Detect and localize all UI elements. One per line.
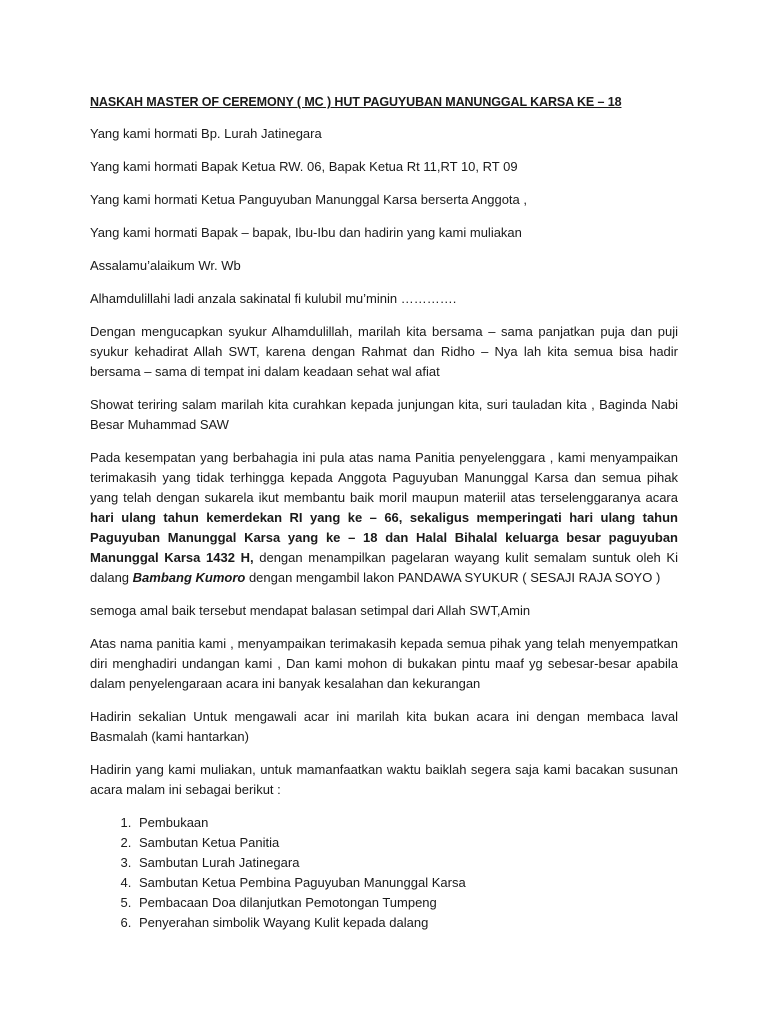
document-title: NASKAH MASTER OF CEREMONY ( MC ) HUT PAGUYUBAN MANUNGGAL KARSA KE – 18 — [90, 95, 622, 109]
atas-nama-paragraph: Atas nama panitia kami , menyampaikan terimakasih kepada semua pihak yang telah menyempatkan diri menghadiri undangan kami , Dan kami mohon di bukakan pintu maaf yg sebesar-besar apabila dalam penyelengaraan acara ini banyak kesalahan dan kekurangan — [90, 636, 678, 691]
agenda-item: 5. Pembacaan Doa dilanjutkan Pemotongan Tumpeng — [135, 893, 678, 913]
greeting-ketua-paguyuban: Yang kami hormati Ketua Panguyuban Manunggal Karsa berserta Anggota , — [90, 192, 527, 207]
agenda-item: 3. Sambutan Lurah Jatinegara — [135, 853, 678, 873]
greeting-ketua-rw: Yang kami hormati Bapak Ketua RW. 06, Bapak Ketua Rt 11,RT 10, RT 09 — [90, 159, 518, 174]
syukur-paragraph: Dengan mengucapkan syukur Alhamdulillah, marilah kita bersama – sama panjatkan puja dan puji syukur kehadirat Allah SWT, karena dengan Rahmat dan Ridho – Nya lah kita semua bisa hadir bersama – sama di tempat ini dalam keadaan sehat wal afiat — [90, 324, 678, 379]
greeting-lurah: Yang kami hormati Bp. Lurah Jatinegara — [90, 126, 322, 141]
dalang-name: Bambang Kumoro — [132, 570, 246, 585]
alhamdulillah-paragraph: Alhamdulillahi ladi anzala sakinatal fi kulubil mu’minin …………. — [90, 291, 457, 306]
kesempatan-tail: dengan mengambil lakon PANDAWA SYUKUR ( SESAJI RAJA SOYO ) — [245, 570, 661, 585]
agenda-item: 2. Sambutan Ketua Panitia — [135, 833, 678, 853]
kesempatan-mid: dengan menampilkan pagelaran wayang kulit semalam suntuk oleh Ki dalang — [90, 550, 678, 585]
agenda-item: 6. Penyerahan simbolik Wayang Kulit kepada dalang — [135, 913, 678, 933]
kesempatan-paragraph — [90, 448, 678, 588]
semoga-paragraph: semoga amal baik tersebut mendapat balasan setimpal dari Allah SWT,Amin — [90, 603, 531, 618]
susunan-paragraph: Hadirin yang kami muliakan, untuk mamanfaatkan waktu baiklah segera saja kami bacakan susunan acara malam ini sebagai berikut : — [90, 762, 678, 797]
agenda-list — [90, 813, 678, 933]
greeting-hadirin: Yang kami hormati Bapak – bapak, Ibu-Ibu dan hadirin yang kami muliakan — [90, 225, 522, 240]
kesempatan-bold: hari ulang tahun kemerdekan RI yang ke – 66, sekaligus memperingati hari ulang tahun Paguyuban Manunggal Karsa yang ke – 18 dan Halal Bihalal keluarga besar paguyuban Manunggal Karsa 1432 H, — [90, 510, 678, 565]
salam-paragraph: Assalamu’alaikum Wr. Wb — [90, 258, 241, 273]
agenda-item: 1. Pembukaan — [135, 813, 678, 833]
kesempatan-lead: Pada kesempatan yang berbahagia ini pula atas nama Panitia penyelenggara , kami menyampaikan terimakasih yang tidak terhingga kepada Anggota Paguyuban Manunggal Karsa dan semua pihak yang telah dengan sukarela ikut membantu baik moril maupun materiil atas terselenggaranya acara — [90, 450, 678, 505]
showat-paragraph: Showat teriring salam marilah kita curahkan kepada junjungan kita, suri tauladan kita , Baginda Nabi Besar Muhammad SAW — [90, 397, 678, 432]
hadirin-paragraph: Hadirin sekalian Untuk mengawali acar ini marilah kita bukan acara ini dengan membaca laval Basmalah (kami hantarkan) — [90, 709, 678, 744]
agenda-item: 4. Sambutan Ketua Pembina Paguyuban Manunggal Karsa — [135, 873, 678, 893]
